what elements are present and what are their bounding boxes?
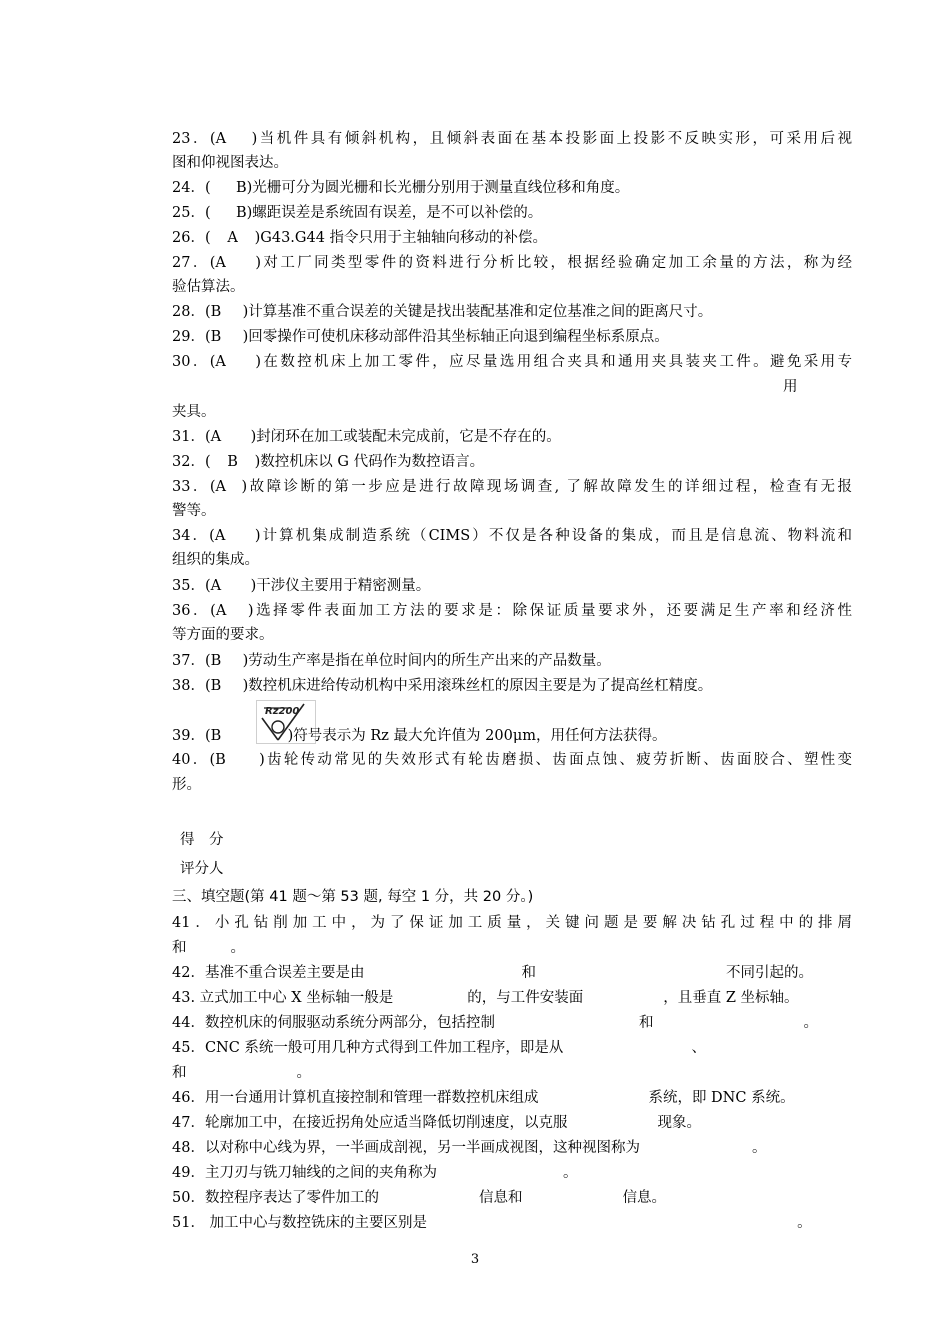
question-49: 49．主刀刃与铣刀轴线的之间的夹角称为 。 — [172, 1165, 578, 1181]
question-32: 32．( B )数控机床以 G 代码作为数控语言。 — [172, 454, 485, 470]
question-51: 51． 加工中心与数控铣床的主要区别是 。 — [172, 1215, 812, 1231]
question-45: 45．CNC 系统一般可用几种方式得到工件加工程序，即是从 、 — [172, 1040, 706, 1056]
question-23-cont: 图和仰视图表达。 — [172, 155, 288, 171]
roughness-symbol-label: Rz200 — [265, 706, 300, 717]
question-36: 36．(A )选择零件表面加工方法的要求是：除保证质量要求外，还要满足生产率和经济性 — [172, 603, 852, 619]
question-47: 47．轮廓加工中，在接近拐角处应适当降低切削速度，以克服 现象。 — [172, 1115, 701, 1131]
section-3-title: 三、填空题(第 41 题～第 53 题, 每空 1 分，共 20 分。) — [172, 889, 534, 905]
question-28: 28．(B )计算基准不重合误差的关键是找出装配基准和定位基准之间的距离尺寸。 — [172, 304, 713, 320]
question-24: 24．( B)光栅可分为圆光栅和长光栅分别用于测量直线位移和角度。 — [172, 180, 630, 196]
question-46: 46．用一台通用计算机直接控制和管理一群数控机床组成 系统，即 DNC 系统。 — [172, 1090, 795, 1106]
question-29: 29．(B )回零操作可使机床移动部件沿其坐标轴正向退到编程坐标系原点。 — [172, 329, 669, 345]
question-26: 26．( A )G43.G44 指令只用于主轴轴向移动的补偿。 — [172, 230, 548, 246]
question-27: 27．(A )对工厂同类型零件的资料进行分析比较，根据经验确定加工余量的方法，称为经 — [172, 255, 852, 271]
question-31: 31．(A )封闭环在加工或装配未完成前，它是不存在的。 — [172, 429, 561, 445]
question-40-cont: 形。 — [172, 777, 201, 793]
question-37: 37．(B )劳动生产率是指在单位时间内的所生产出来的产品数量。 — [172, 653, 611, 669]
question-41-cont: 和 。 — [172, 940, 245, 956]
question-33: 33．(A )故障诊断的第一步应是进行故障现场调查, 了解故障发生的详细过程，检查有无报 — [172, 479, 852, 495]
question-27-cont: 验估算法。 — [172, 279, 245, 295]
question-42: 42．基准不重合误差主要是由 和 不同引起的。 — [172, 965, 813, 981]
question-41: 41．小孔钻削加工中，为了保证加工质量，关键问题是要解决钻孔过程中的排屑 — [172, 915, 852, 931]
question-34: 34．(A )计算机集成制造系统（CIMS）不仅是各种设备的集成，而且是信息流、物料流和 — [172, 528, 852, 544]
question-44: 44．数控机床的伺服驱动系统分两部分，包括控制 和 。 — [172, 1015, 818, 1031]
question-23: 23．(A )当机件具有倾斜机构，且倾斜表面在基本投影面上投影不反映实形，可采用后视 — [172, 131, 852, 147]
question-34-cont: 组织的集成。 — [172, 552, 259, 568]
question-50: 50．数控程序表达了零件加工的 信息和 信息。 — [172, 1190, 666, 1206]
question-48: 48．以对称中心线为界，一半画成剖视，另一半画成视图，这种视图称为 。 — [172, 1140, 767, 1156]
question-30-cont: 夹具。 — [172, 404, 216, 420]
question-43: 43. 立式加工中心 X 坐标轴一般是 的，与工件安装面 ，且垂直 Z 坐标轴。 — [172, 990, 799, 1006]
question-36-cont: 等方面的要求。 — [172, 627, 274, 643]
question-39: 39．(B )符号表示为 Rz 最大允许值为 200μm，用任何方法获得。 — [172, 728, 667, 744]
question-45-cont: 和 。 — [172, 1065, 311, 1081]
question-38: 38．(B )数控机床进给传动机构中采用滚珠丝杠的原因主要是为了提高丝杠精度。 — [172, 678, 713, 694]
question-33-cont: 警等。 — [172, 503, 216, 519]
question-30-extra: 用 — [783, 379, 798, 395]
question-40: 40．(B )齿轮传动常见的失效形式有轮齿磨损、齿面点蚀、疲劳折断、齿面胶合、塑性变 — [172, 752, 852, 768]
score-label: 得 分 — [180, 832, 224, 848]
question-30: 30．(A )在数控机床上加工零件，应尽量选用组合夹具和通用夹具装夹工件。避免采用专 — [172, 354, 852, 370]
question-35: 35．(A )干涉仪主要用于精密测量。 — [172, 578, 431, 594]
question-25: 25．( B)螺距误差是系统固有误差，是不可以补偿的。 — [172, 205, 543, 221]
grader-label: 评分人 — [180, 861, 224, 877]
page-number: 3 — [470, 1252, 480, 1267]
